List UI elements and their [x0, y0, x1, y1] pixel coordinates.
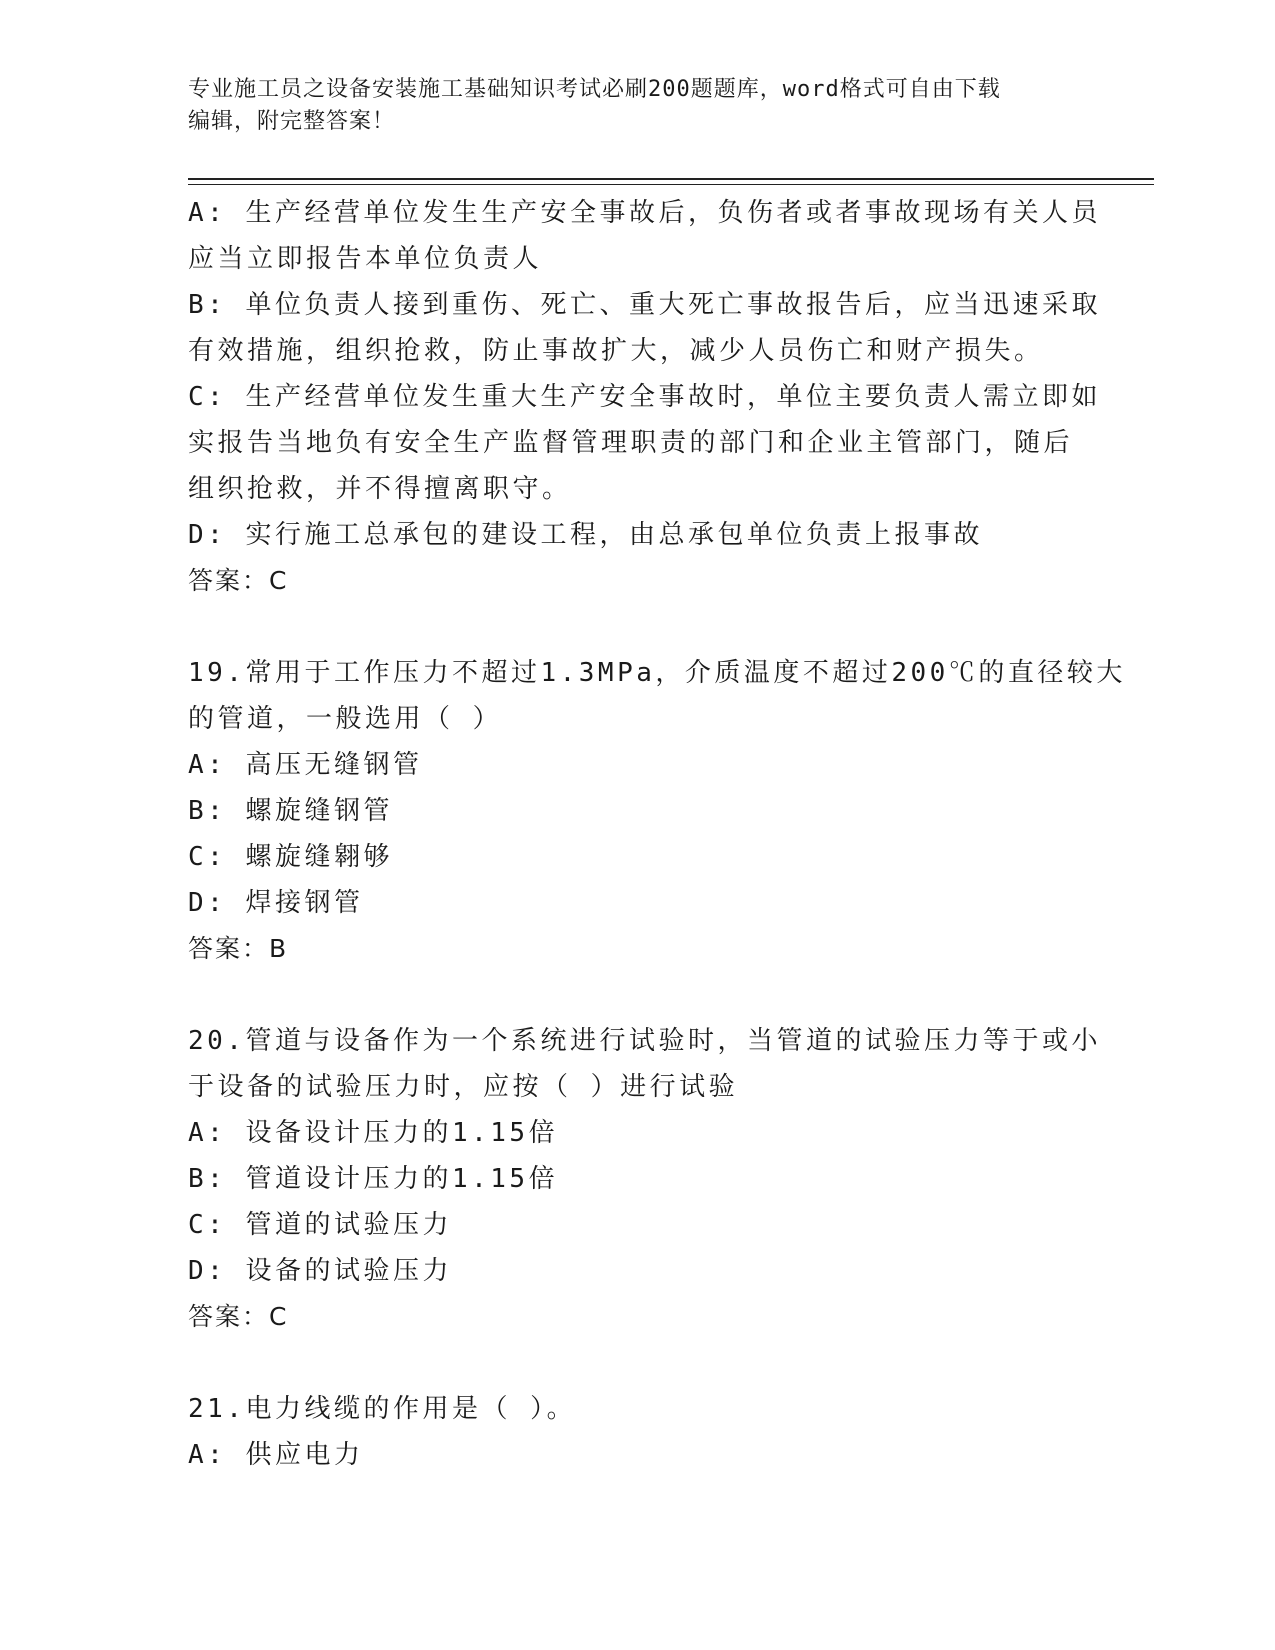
answer-line: 答案：B [188, 934, 289, 963]
document-header [188, 74, 1088, 138]
option-b: B: 螺旋缝钢管 [188, 796, 393, 826]
question-stem-line-2: 于设备的试验压力时，应按（ ）进行试验 [188, 1072, 739, 1102]
question-18 [188, 190, 1101, 604]
option-c-line-1: C: 生产经营单位发生重大生产安全事故时，单位主要负责人需立即如 [188, 382, 1101, 412]
option-d: D: 设备的试验压力 [188, 1256, 452, 1286]
question-21 [188, 1386, 1078, 1478]
header-divider-thin [188, 184, 1154, 185]
question-20 [188, 1018, 1101, 1340]
answer-line: 答案：C [188, 566, 289, 595]
option-c: C: 螺旋缝翱够 [188, 842, 393, 872]
question-stem-line-1: 21.电力线缆的作用是（ ）。 [188, 1394, 577, 1424]
option-a-line-2: 应当立即报告本单位负责人 [188, 244, 543, 274]
header-line-1: 专业施工员之设备安装施工基础知识考试必刷200题题库，word格式可自由下载 [188, 77, 1001, 102]
option-b-line-2: 有效措施，组织抢救，防止事故扩大，减少人员伤亡和财产损失。 [188, 336, 1044, 366]
option-c-line-2: 实报告当地负有安全生产监督管理职责的部门和企业主管部门，随后 [188, 428, 1074, 458]
option-c-line-3: 组织抢救，并不得擅离职守。 [188, 474, 572, 504]
option-a: A: 高压无缝钢管 [188, 750, 423, 780]
option-a: A: 设备设计压力的1.15倍 [188, 1118, 559, 1148]
option-d-line-1: D: 实行施工总承包的建设工程，由总承包单位负责上报事故 [188, 520, 983, 550]
question-stem-line-2: 的管道，一般选用（ ） [188, 704, 503, 734]
option-b: B: 管道设计压力的1.15倍 [188, 1164, 559, 1194]
option-b-line-1: B: 单位负责人接到重伤、死亡、重大死亡事故报告后，应当迅速采取 [188, 290, 1101, 320]
option-d: D: 焊接钢管 [188, 888, 364, 918]
header-divider-thick [188, 178, 1154, 180]
option-a-line-1: A: 生产经营单位发生生产安全事故后，负伤者或者事故现场有关人员 [188, 198, 1101, 228]
answer-line: 答案：C [188, 1302, 289, 1331]
question-stem-line-1: 19.常用于工作压力不超过1.3MPa，介质温度不超过200℃的直径较大 [188, 658, 1126, 688]
option-a: A: 供应电力 [188, 1440, 364, 1470]
question-stem-line-1: 20.管道与设备作为一个系统进行试验时，当管道的试验压力等于或小 [188, 1026, 1101, 1056]
question-list [188, 190, 1126, 1478]
option-c: C: 管道的试验压力 [188, 1210, 452, 1240]
header-line-2: 编辑，附完整答案！ [188, 109, 396, 134]
question-19 [188, 650, 1126, 972]
